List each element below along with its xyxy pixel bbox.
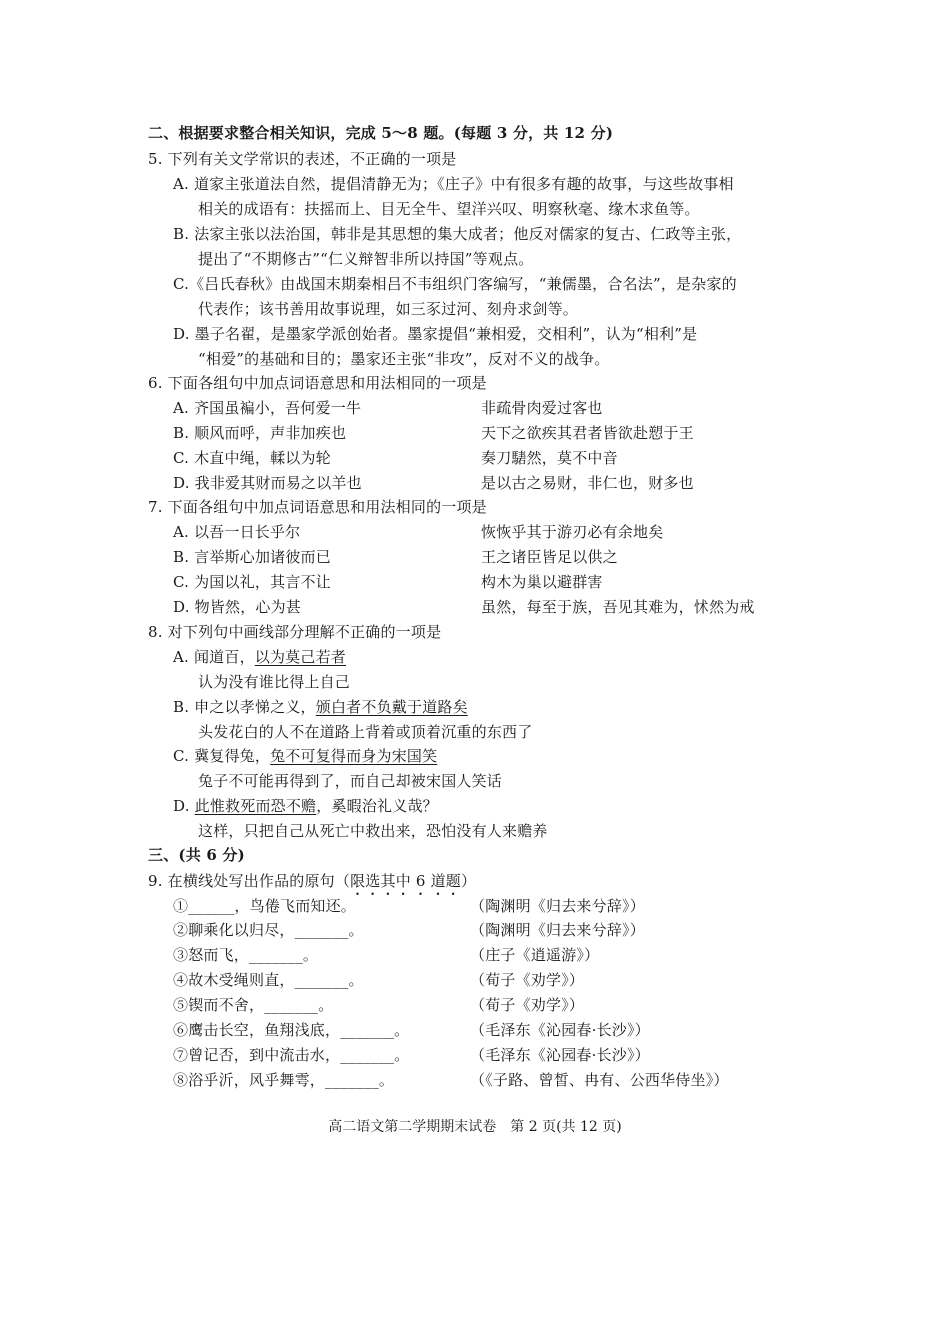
q9-item-8-source: （《子路、曾皙、冉有、公西华侍坐》） <box>470 1071 729 1089</box>
q8-b-prefix: B. 申之以孝悌之义， <box>173 698 316 716</box>
q9-item-6-text: ⑥鹰击长空，鱼翔浅底，_______。 <box>173 1021 410 1039</box>
q7-option-c-left: C. 为国以礼，其言不让 <box>173 573 331 591</box>
q9-stem <box>148 871 476 899</box>
q6-option-c-right: 奏刀騞然，莫不中音 <box>481 449 618 467</box>
q5-option-a-line2: 相关的成语有：扶摇而上、目无全牛、望洋兴叹、明察秋毫、缘木求鱼等。 <box>198 200 700 218</box>
q7-option-b-right: 王之诸臣皆足以供之 <box>481 548 618 566</box>
q8-a-underlined: 以为莫己若者 <box>254 648 346 666</box>
q8-c-prefix: C. 冀复得兔， <box>173 747 271 765</box>
q6-stem: 6. 下面各组句中加点词语意思和用法相同的一项是 <box>148 374 487 392</box>
q5-option-d-line2: “相爱”的基础和目的；墨家还主张“非攻”，反对不义的战争。 <box>198 350 610 368</box>
q9-item-4-source: （荀子《劝学》） <box>470 971 585 989</box>
q6-option-a-right: 非疏骨肉爱过客也 <box>481 399 603 417</box>
q9-stem-prefix: 9. 在横线处写出作品的原句（ <box>148 872 351 890</box>
q8-d-prefix: D. <box>173 797 195 815</box>
q5-stem: 5. 下列有关文学常识的表述，不正确的一项是 <box>148 150 457 168</box>
q9-stem-emphasis: 限选其中 6 道题 <box>350 872 461 890</box>
q6-option-d-left: D. 我非爱其财而易之以羊也 <box>173 474 362 492</box>
q8-d-underlined: 此惟救死而恐不赡 <box>194 797 317 815</box>
q8-option-d-translation: 这样，只把自己从死亡中救出来，恐怕没有人来赡养 <box>198 822 548 840</box>
q8-option-c-translation: 兔子不可能再得到了，而自己却被宋国人笑话 <box>198 772 503 790</box>
q5-option-a-line1: A. 道家主张道法自然，提倡清静无为；《庄子》中有很多有趣的故事，与这些故事相 <box>173 175 734 193</box>
q8-option-b-translation: 头发花白的人不在道路上背着或顶着沉重的东西了 <box>198 723 533 741</box>
q9-item-2-source: （陶渊明《归去来兮辞》） <box>470 921 645 939</box>
q9-item-8-text: ⑧浴乎沂，风乎舞雩，_______。 <box>173 1071 395 1089</box>
q9-item-1-source: （陶渊明《归去来兮辞》） <box>470 897 645 915</box>
q7-option-b-left: B. 言举斯心加诸彼而已 <box>173 548 331 566</box>
q8-option-c <box>173 746 437 766</box>
q9-item-7-source: （毛泽东《沁园春·长沙》） <box>470 1046 650 1064</box>
q7-option-a-left: A. 以吾一日长乎尔 <box>173 523 301 541</box>
q9-stem-suffix: ） <box>460 872 477 890</box>
q9-item-1-text: ①______，鸟倦飞而知还。 <box>173 897 357 915</box>
q6-option-c-left: C. 木直中绳，輮以为轮 <box>173 449 331 467</box>
q9-item-5-text: ⑤锲而不舍，_______。 <box>173 996 334 1014</box>
q8-c-underlined: 兔不可复得而身为宋国笑 <box>270 747 438 765</box>
section-2-heading: 二、根据要求整合相关知识，完成 5～8 题。(每题 3 分，共 12 分) <box>148 124 614 142</box>
q7-option-d-left: D. 物皆然，心为甚 <box>173 598 302 616</box>
q7-option-a-right: 恢恢乎其于游刃必有余地矣 <box>481 523 664 541</box>
q5-option-d-line1: D. 墨子名翟，是墨家学派创始者。墨家提倡“兼相爱，交相利”，认为“相利”是 <box>173 325 698 343</box>
q5-option-c-line2: 代表作；该书善用故事说理，如三豕过河、刻舟求剑等。 <box>198 300 579 318</box>
q9-item-3-text: ③怒而飞，_______。 <box>173 946 319 964</box>
q9-item-2-text: ②聊乘化以归尽，_______。 <box>173 921 364 939</box>
q5-option-b-line1: B. 法家主张以法治国，韩非是其思想的集大成者；他反对儒家的复古、仁政等主张， <box>173 225 742 243</box>
q8-d-suffix: ，奚暇治礼义哉？ <box>316 797 438 815</box>
q8-b-underlined: 颁白者不负戴于道路矣 <box>315 698 468 716</box>
q7-option-d-right: 虽然，每至于族，吾见其难为，怵然为戒 <box>481 598 755 616</box>
q8-option-b <box>173 697 468 717</box>
q8-a-prefix: A. 闻道百， <box>173 648 255 666</box>
section-3-heading: 三、(共 6 分) <box>148 846 245 864</box>
page-footer: 高二语文第二学期期末试卷 第 2 页(共 12 页) <box>328 1119 622 1135</box>
q9-item-6-source: （毛泽东《沁园春·长沙》） <box>470 1021 650 1039</box>
q7-stem: 7. 下面各组句中加点词语意思和用法相同的一项是 <box>148 498 487 516</box>
q8-option-d <box>173 796 438 816</box>
q7-option-c-right: 构木为巢以避群害 <box>481 573 603 591</box>
q6-option-d-right: 是以古之易财，非仁也，财多也 <box>481 474 694 492</box>
q6-option-b-left: B. 顺风而呼，声非加疾也 <box>173 424 347 442</box>
q9-item-3-source: （庄子《逍遥游》） <box>470 946 600 964</box>
q9-item-5-source: （荀子《劝学》） <box>470 996 585 1014</box>
q5-option-c-line1: C.《吕氏春秋》由战国末期秦相吕不韦组织门客编写，“兼儒墨，合名法”，是杂家的 <box>173 275 737 293</box>
q5-option-b-line2: 提出了“不期修古”“仁义辩智非所以持国”等观点。 <box>198 250 534 268</box>
q8-stem: 8. 对下列句中画线部分理解不正确的一项是 <box>148 623 442 641</box>
q8-option-a-translation: 认为没有谁比得上自己 <box>198 673 351 691</box>
q9-item-4-text: ④故木受绳则直，_______。 <box>173 971 364 989</box>
q8-option-a <box>173 647 346 667</box>
q6-option-b-right: 天下之欲疾其君者皆欲赴愬于王 <box>481 424 694 442</box>
q6-option-a-left: A. 齐国虽褊小，吾何爱一牛 <box>173 399 362 417</box>
q9-item-7-text: ⑦曾记否，到中流击水，_______。 <box>173 1046 410 1064</box>
